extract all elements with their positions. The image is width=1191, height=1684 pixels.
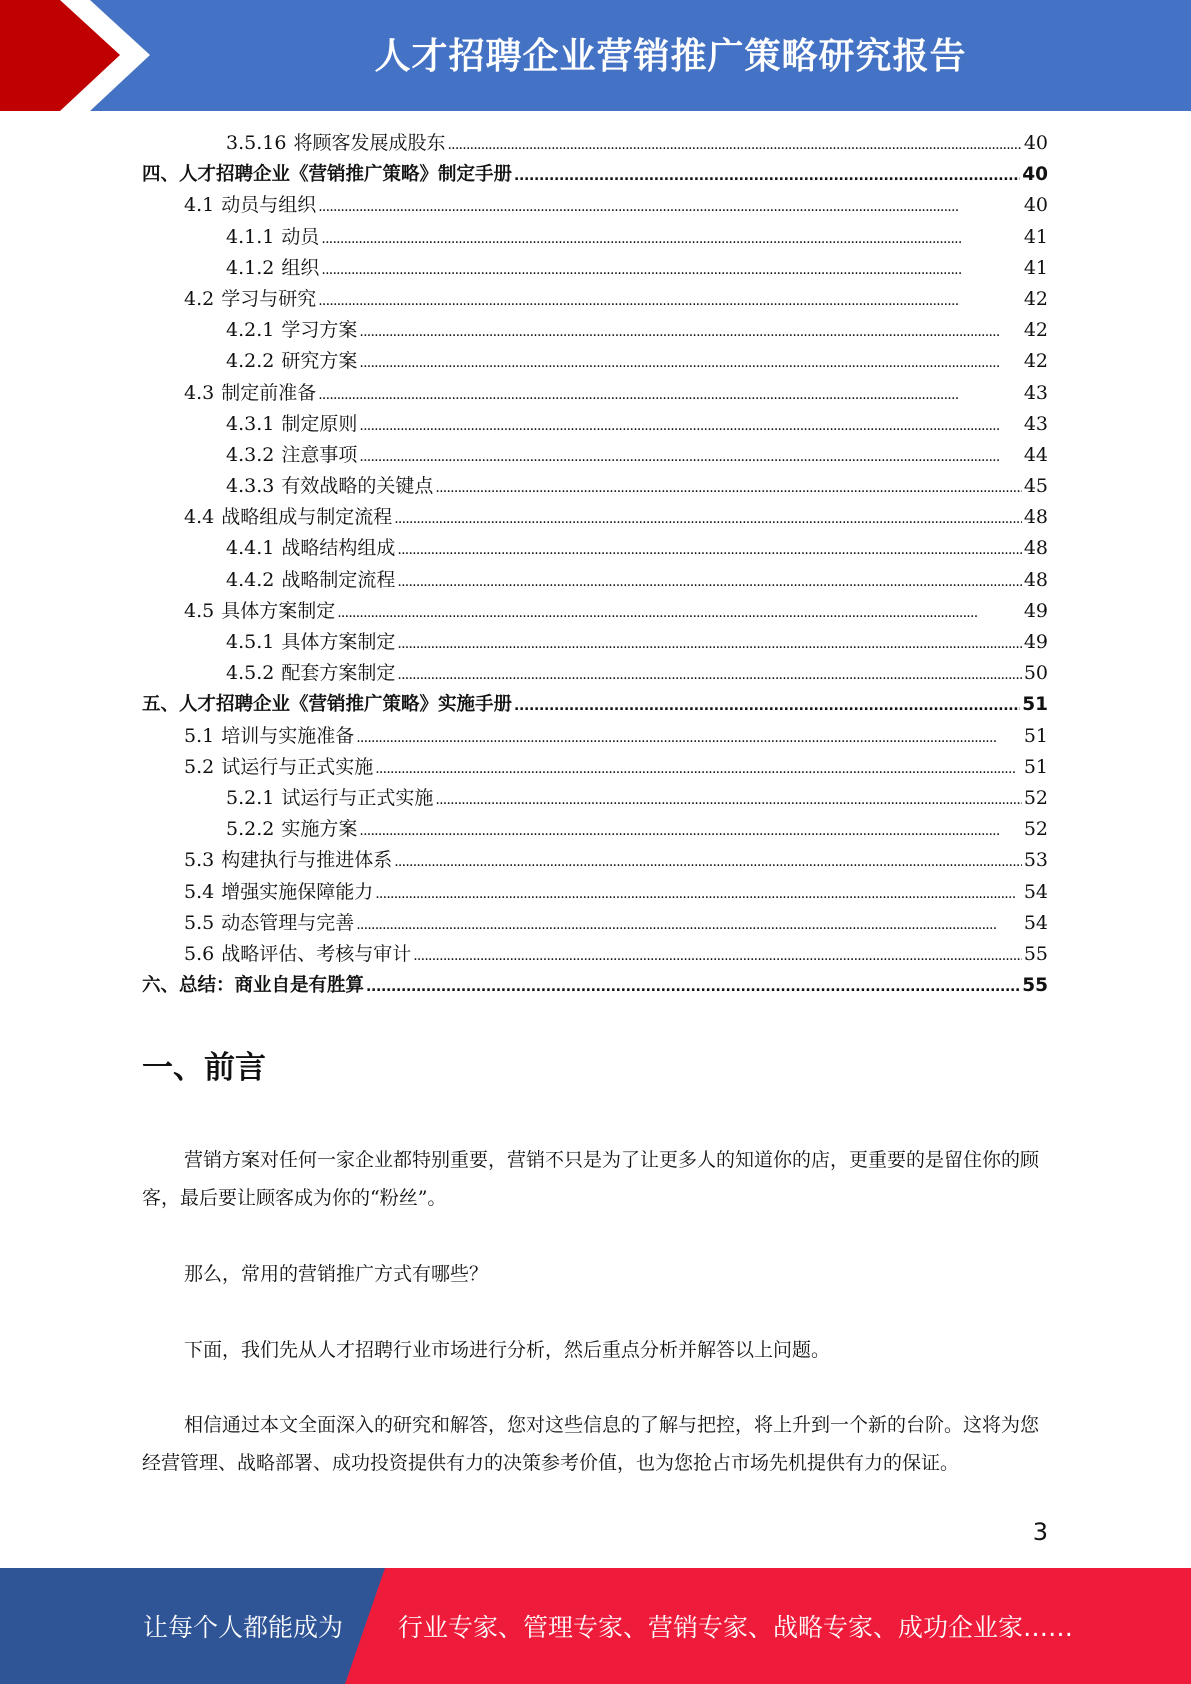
toc-dot-leader (435, 471, 1021, 504)
toc-entry-title: 动员 (281, 225, 320, 248)
toc-entry[interactable] (142, 315, 1048, 346)
toc-entry-number: 5.2.2 (226, 818, 275, 841)
toc-dot-leader (318, 190, 1022, 223)
toc-entry-number: 4.3.2 (226, 443, 275, 466)
toc-entry-page: 43 (1023, 412, 1048, 435)
toc-entry-page: 55 (1022, 975, 1048, 997)
toc-dot-leader (514, 159, 1020, 192)
toc-entry-title: 将顾客发展成股东 (293, 132, 446, 154)
toc-entry-page: 41 (1023, 225, 1048, 248)
toc-entry-number: 4.4.2 (226, 568, 275, 591)
toc-entry-title: 注意事项 (281, 443, 358, 466)
toc-dot-leader (356, 721, 1022, 754)
toc-entry[interactable] (142, 908, 1048, 939)
toc-entry[interactable] (142, 970, 1048, 1001)
toc-dot-leader (321, 253, 1021, 286)
toc-entry-page: 41 (1023, 256, 1048, 279)
toc-dot-leader (375, 752, 1022, 785)
toc-entry-page: 42 (1023, 319, 1048, 342)
toc-entry-number: 4.2 (184, 287, 215, 310)
toc-dot-leader (337, 596, 1022, 629)
toc-dot-leader (397, 658, 1021, 691)
header-arrow-decoration (0, 0, 160, 111)
footer-slogan-right: 行业专家、管理专家、营销专家、战略专家、成功企业家…… (398, 1613, 1074, 1642)
toc-entry[interactable] (142, 939, 1048, 970)
toc-entry-page: 48 (1023, 537, 1048, 560)
toc-entry-page: 42 (1023, 287, 1048, 310)
toc-dot-leader (435, 783, 1021, 816)
toc-entry[interactable] (142, 658, 1048, 689)
toc-entry-title: 增强实施保障能力 (221, 880, 374, 903)
toc-entry[interactable] (142, 346, 1048, 377)
toc-entry-page: 43 (1023, 381, 1048, 404)
toc-entry-page: 51 (1023, 724, 1048, 747)
toc-entry-number: 4.2.1 (226, 319, 275, 342)
toc-dot-leader (318, 378, 1022, 411)
toc-entry[interactable] (142, 502, 1048, 533)
toc-entry-title: 学习与研究 (221, 287, 317, 310)
toc-entry-title: 六、总结：商业自是有胜算 (142, 975, 365, 997)
toc-entry-title: 研究方案 (281, 350, 358, 373)
toc-entry-page: 52 (1023, 818, 1048, 841)
toc-entry-title: 战略制定流程 (281, 568, 396, 591)
toc-entry-page: 51 (1022, 694, 1048, 716)
toc-entry-page: 55 (1023, 942, 1048, 965)
page-footer (0, 1568, 1191, 1684)
toc-dot-leader (321, 222, 1021, 255)
toc-entry-title: 战略结构组成 (281, 537, 396, 560)
toc-entry[interactable] (142, 877, 1048, 908)
paragraph-3: 下面，我们先从人才招聘行业市场进行分析，然后重点分析并解答以上问题。 (184, 1339, 831, 1361)
page-header (0, 0, 1191, 111)
toc-entry-number: 5.2 (184, 755, 215, 778)
toc-dot-leader (413, 939, 1022, 972)
toc-entry-number: 5.4 (184, 880, 215, 903)
report-title: 人才招聘企业营销推广策略研究报告 (374, 36, 967, 77)
toc-entry-page: 45 (1023, 475, 1048, 498)
toc-entry[interactable] (142, 378, 1048, 409)
toc-entry-page: 48 (1023, 568, 1048, 591)
toc-entry-number: 4.1.2 (226, 256, 275, 279)
toc-entry[interactable] (142, 814, 1048, 845)
toc-dot-leader (366, 970, 1020, 1003)
toc-dot-leader (447, 128, 1021, 161)
toc-entry[interactable] (142, 752, 1048, 783)
footer-slogan-left: 让每个人都能成为 (143, 1613, 344, 1642)
toc-entry-number: 4.5.1 (226, 631, 275, 653)
toc-entry-number: 4.4 (184, 506, 215, 529)
toc-entry[interactable] (142, 253, 1048, 284)
section-heading: 一、前言 (142, 1050, 266, 1086)
paragraph-4: 相信通过本文全面深入的研究和解答，您对这些信息的了解与把控，将上升到一个新的台阶。这将为您经营管理、战略部署、成功投资提供有力的决策参考价值，也为您抢占市场先机提供有力的保证。 (142, 1414, 1040, 1474)
toc-dot-leader (394, 845, 1022, 878)
toc-dot-leader (359, 315, 1021, 348)
toc-dot-leader (318, 284, 1022, 317)
paragraph-2: 那么，常用的营销推广方式有哪些？ (184, 1263, 489, 1285)
toc-entry-title: 四、人才招聘企业《营销推广策略》制定手册 (142, 164, 513, 186)
toc-dot-leader (359, 346, 1021, 379)
toc-entry-page: 42 (1023, 350, 1048, 373)
toc-entry-title: 具体方案制定 (281, 631, 396, 653)
toc-entry-number: 4.1 (184, 194, 215, 217)
toc-dot-leader (359, 440, 1021, 473)
toc-entry-page: 40 (1023, 132, 1048, 154)
toc-dot-leader (397, 627, 1021, 660)
page-number: 3 (1032, 1518, 1048, 1546)
toc-entry[interactable] (142, 689, 1048, 720)
toc-entry-title: 试运行与正式实施 (281, 786, 434, 809)
toc-entry-page: 53 (1023, 849, 1048, 872)
toc-entry-page: 49 (1023, 631, 1048, 653)
toc-entry-number: 4.3 (184, 381, 215, 404)
toc-entry-number: 4.3.3 (226, 475, 275, 498)
toc-entry-page: 52 (1023, 786, 1048, 809)
toc-entry-title: 构建执行与推进体系 (221, 849, 393, 872)
toc-dot-leader (397, 533, 1021, 566)
toc-entry[interactable] (142, 409, 1048, 440)
toc-entry-page: 54 (1023, 880, 1048, 903)
toc-entry-number: 5.3 (184, 849, 215, 872)
toc-entry-title: 动态管理与完善 (221, 911, 355, 934)
toc-entry[interactable] (142, 471, 1048, 502)
toc-entry-number: 5.2.1 (226, 786, 275, 809)
toc-entry[interactable] (142, 565, 1048, 596)
toc-dot-leader (359, 814, 1021, 847)
toc-entry[interactable] (142, 222, 1048, 253)
toc-entry[interactable] (142, 596, 1048, 627)
table-of-contents (142, 128, 1048, 1001)
toc-entry-title: 具体方案制定 (221, 599, 336, 622)
toc-entry-number: 4.5 (184, 599, 215, 622)
toc-entry-title: 有效战略的关键点 (281, 475, 434, 498)
toc-entry-title: 战略评估、考核与审计 (221, 942, 412, 965)
toc-entry-title: 培训与实施准备 (221, 724, 355, 747)
toc-entry[interactable] (142, 845, 1048, 876)
toc-entry-title: 试运行与正式实施 (221, 755, 374, 778)
toc-entry[interactable] (142, 721, 1048, 752)
toc-entry[interactable] (142, 533, 1048, 564)
toc-entry-page: 54 (1023, 911, 1048, 934)
toc-entry[interactable] (142, 190, 1048, 221)
toc-dot-leader (356, 908, 1022, 941)
paragraph-1: 营销方案对任何一家企业都特别重要，营销不只是为了让更多人的知道你的店，更重要的是留住你的顾客，最后要让顾客成为你的“粉丝”。 (142, 1149, 1040, 1209)
toc-entry-page: 50 (1023, 662, 1048, 685)
toc-entry[interactable] (142, 627, 1048, 658)
toc-entry-title: 实施方案 (281, 818, 358, 841)
toc-entry[interactable] (142, 783, 1048, 814)
toc-entry-title: 五、人才招聘企业《营销推广策略》实施手册 (142, 694, 513, 716)
toc-entry-page: 40 (1022, 164, 1048, 186)
toc-entry-number: 4.4.1 (226, 537, 275, 560)
toc-entry-number: 5.5 (184, 911, 215, 934)
toc-entry[interactable] (142, 284, 1048, 315)
toc-entry-page: 40 (1023, 194, 1048, 217)
toc-entry-title: 制定原则 (281, 412, 358, 435)
toc-entry-title: 制定前准备 (221, 381, 317, 404)
toc-entry-page: 44 (1023, 443, 1048, 466)
toc-entry[interactable] (142, 440, 1048, 471)
toc-entry-title: 战略组成与制定流程 (221, 506, 393, 529)
toc-entry-number: 4.3.1 (226, 412, 275, 435)
toc-entry-title: 动员与组织 (221, 194, 317, 217)
toc-entry[interactable] (142, 159, 1048, 190)
toc-entry-number: 5.1 (184, 724, 215, 747)
toc-entry-title: 组织 (281, 256, 320, 279)
toc-entry-number: 4.2.2 (226, 350, 275, 373)
toc-dot-leader (397, 565, 1021, 598)
toc-dot-leader (514, 689, 1020, 722)
toc-entry-number: 4.5.2 (226, 662, 275, 685)
toc-entry-title: 配套方案制定 (281, 662, 396, 685)
toc-entry-number: 5.6 (184, 942, 215, 965)
toc-entry-page: 49 (1023, 599, 1048, 622)
toc-entry[interactable] (142, 128, 1048, 159)
toc-entry-number: 3.5.16 (226, 132, 287, 154)
toc-dot-leader (375, 877, 1022, 910)
toc-entry-page: 51 (1023, 755, 1048, 778)
toc-dot-leader (394, 502, 1022, 535)
toc-entry-title: 学习方案 (281, 319, 358, 342)
toc-dot-leader (359, 409, 1021, 442)
toc-entry-number: 4.1.1 (226, 225, 275, 248)
toc-entry-page: 48 (1023, 506, 1048, 529)
